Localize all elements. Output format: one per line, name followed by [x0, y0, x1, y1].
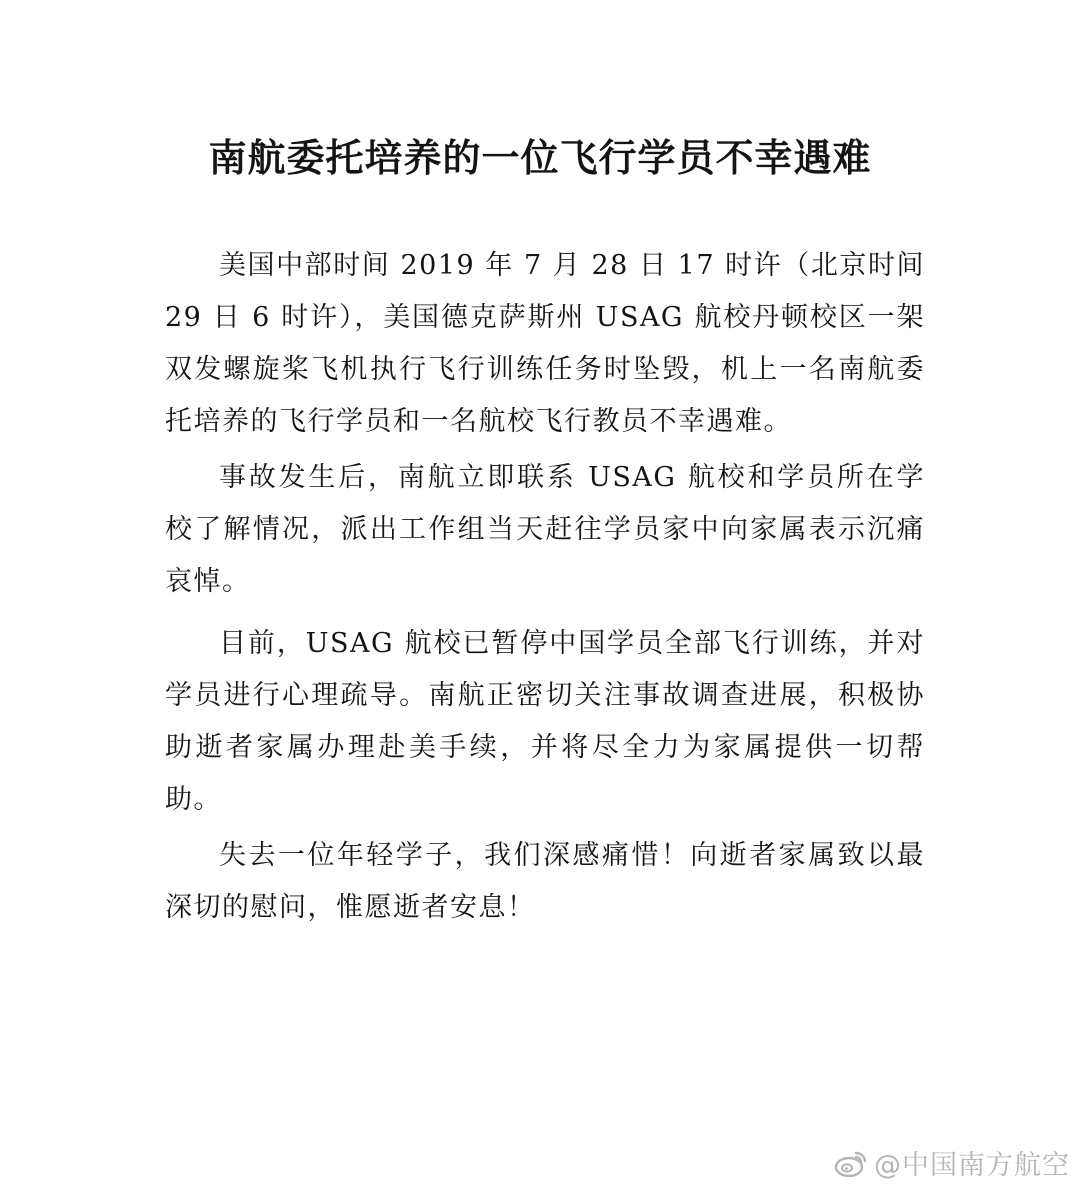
document-body: [165, 240, 925, 938]
paragraph-4: 失去一位年轻学子，我们深感痛惜！向逝者家属致以最深切的慰问，惟愿逝者安息！: [165, 840, 925, 923]
weibo-watermark: [834, 1143, 1070, 1182]
watermark-text: @中国南方航空: [874, 1150, 1070, 1181]
paragraph-2: 事故发生后，南航立即联系 USAG 航校和学员所在学校了解情况，派出工作组当天赶往学员家中向家属表示沉痛哀悼。: [165, 462, 925, 597]
weibo-icon: [834, 1148, 868, 1178]
paragraph-1: 美国中部时间 2019 年 7 月 28 日 17 时许（北京时间 29 日 6 时许），美国德克萨斯州 USAG 航校丹顿校区一架双发螺旋桨飞机执行飞行训练任务时坠毁，机上一名南航委托培养的飞行学员和一名航校飞行教员不幸遇难。: [165, 250, 925, 437]
document-title: 南航委托培养的一位飞行学员不幸遇难: [208, 135, 872, 180]
paragraph-3: 目前，USAG 航校已暂停中国学员全部飞行训练，并对学员进行心理疏导。南航正密切关注事故调查进展，积极协助逝者家属办理赴美手续，并将尽全力为家属提供一切帮助。: [165, 628, 925, 815]
